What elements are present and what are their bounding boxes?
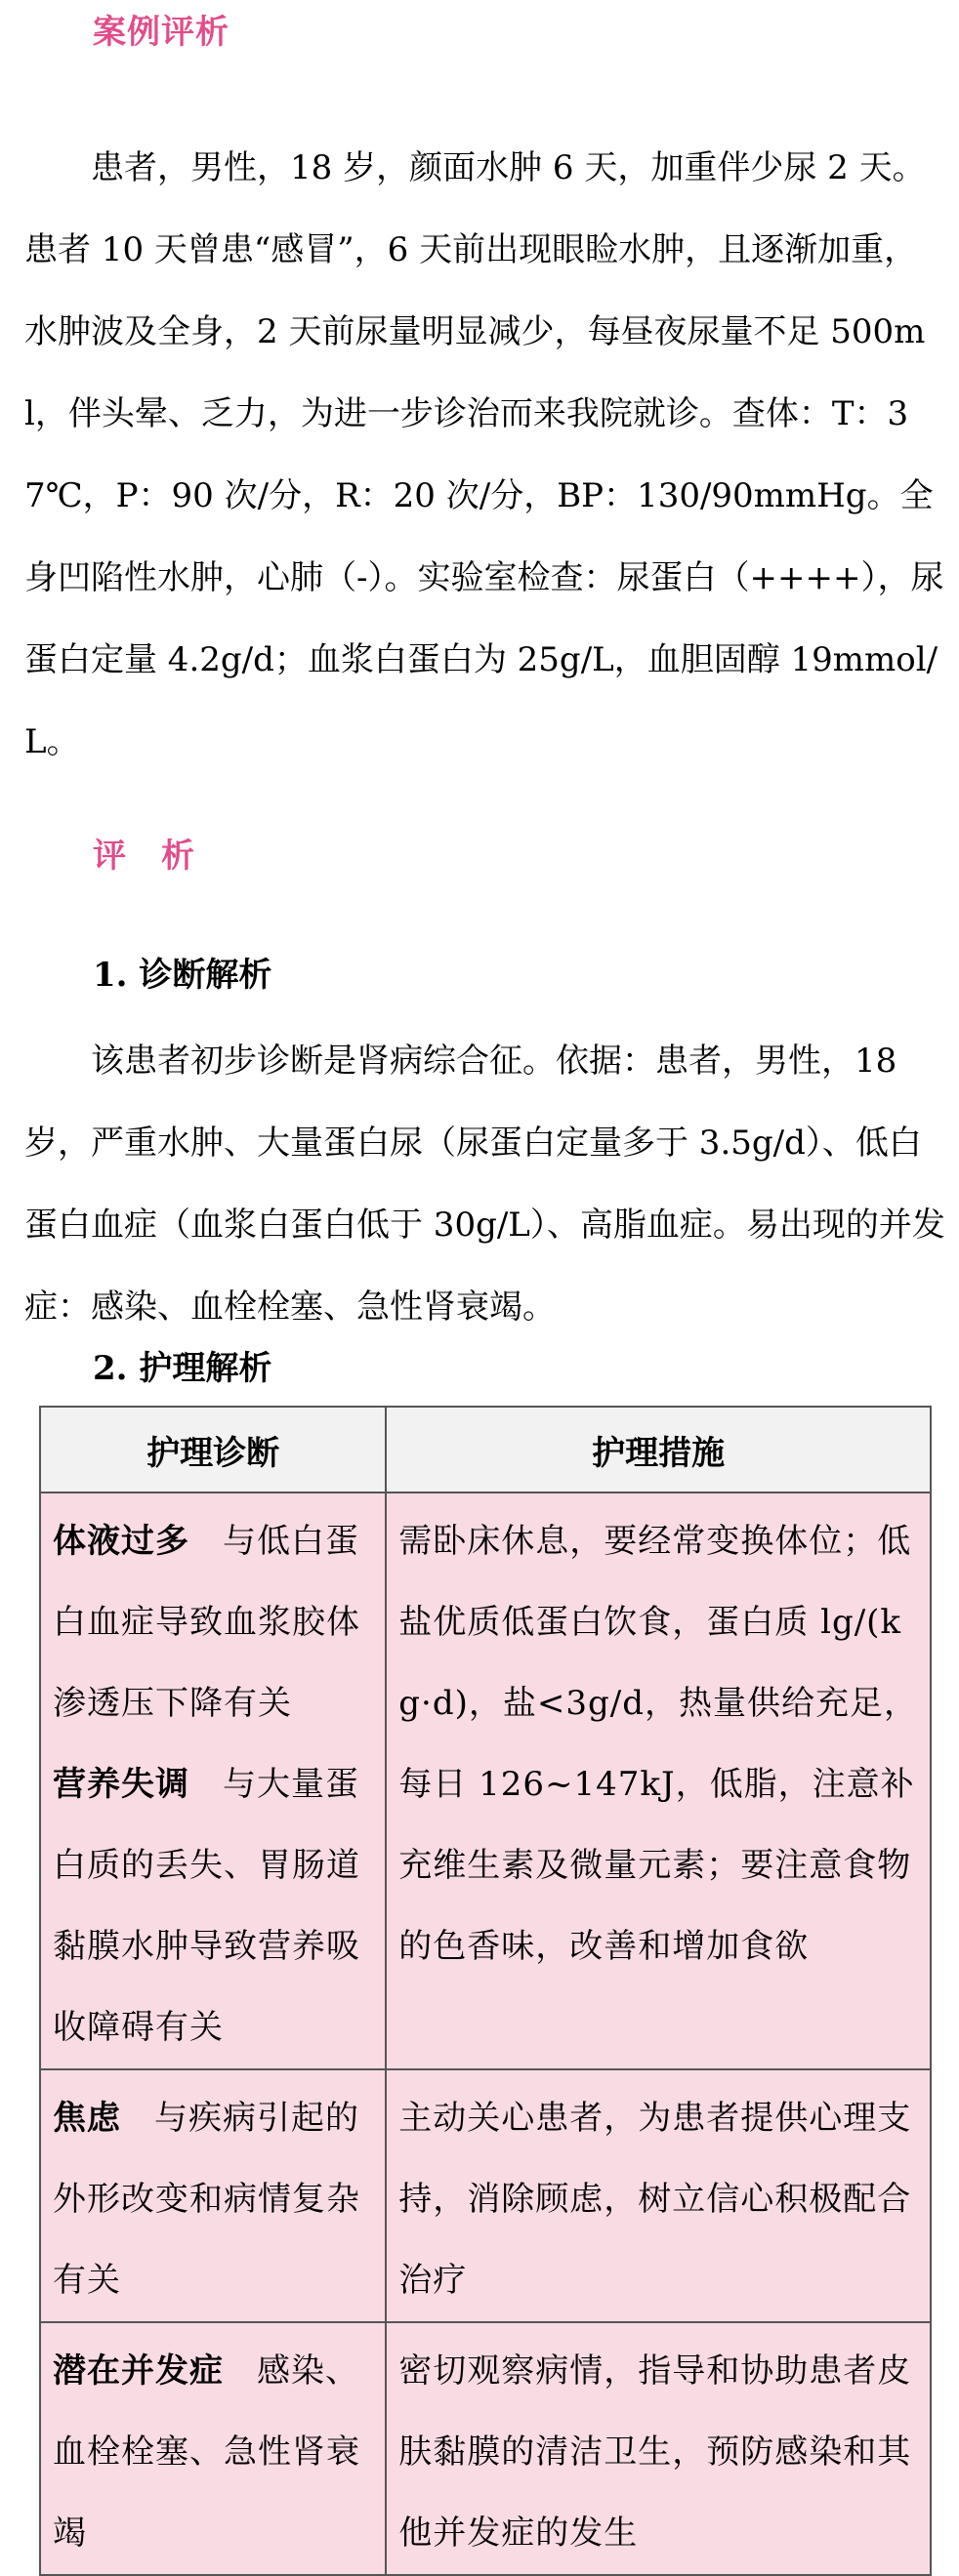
table-header-row <box>40 1407 931 1492</box>
diagnosis-desc: 与大量蛋白质的丢失、胃肠道黏膜水肿导致营养吸收障碍有关 <box>53 1765 360 2047</box>
diagnosis-item <box>53 1501 373 1744</box>
diagnosis-desc: 与低白蛋白血症导致血浆胶体渗透压下降有关 <box>53 1522 360 1723</box>
diagnosis-cell <box>40 2069 386 2322</box>
case-description <box>24 127 947 783</box>
header-nursing-diagnosis: 护理诊断 <box>40 1407 386 1492</box>
diagnosis-desc: 感染、血栓栓塞、急性肾衰竭 <box>53 2351 360 2553</box>
diagnosis-cell <box>40 2322 386 2575</box>
diagnosis-item <box>53 1744 373 2068</box>
measures-cell: 需卧床休息，要经常变换体位；低盐优质低蛋白饮食，蛋白质 lg/(kg·d)，盐<3g/d，热量供给充足，每日 126~147kJ，低脂，注意补充维生素及微量元素；要注意食物的色香味，改善和增加食欲 <box>386 1492 931 2069</box>
diagnosis-name: 潜在并发症 <box>53 2351 224 2391</box>
table-row <box>40 2069 931 2322</box>
diagnosis-cell <box>40 1492 386 2069</box>
table-row <box>40 1492 931 2069</box>
measures-cell: 主动关心患者，为患者提供心理支持，消除顾虑，树立信心积极配合治疗 <box>386 2069 931 2322</box>
measures-cell: 密切观察病情，指导和协助患者皮肤黏膜的清洁卫生，预防感染和其他并发症的发生 <box>386 2322 931 2575</box>
case-section-title: 案例评析 <box>93 13 229 52</box>
analysis-section-title: 评 析 <box>93 837 195 876</box>
diagnosis-name: 焦虑 <box>53 2099 121 2138</box>
nursing-heading: 2. 护理解析 <box>93 1349 272 1388</box>
diagnosis-desc: 与疾病引起的外形改变和病情复杂有关 <box>53 2099 360 2300</box>
nursing-table <box>39 1406 932 2576</box>
header-nursing-measures: 护理措施 <box>386 1407 931 1492</box>
diagnosis-name: 体液过多 <box>53 1522 189 1561</box>
diagnosis-item <box>53 2331 373 2574</box>
diagnosis-heading: 1. 诊断解析 <box>93 956 272 995</box>
diagnosis-analysis <box>24 1020 947 1348</box>
case-paragraph: 患者，男性，18 岁，颜面水肿 6 天，加重伴少尿 2 天。患者 10 天曾患“感冒”，6 天前出现眼睑水肿，且逐渐加重，水肿波及全身，2 天前尿量明显减少，每昼夜尿量不足 500ml，伴头晕、乏力，为进一步诊治而来我院就诊。查体：T：37℃，P：90 次/分，R：20 次/分，BP：130/90mmHg。全身凹陷性水肿，心肺（-）。实验室检查：尿蛋白（++++），尿蛋白定量 4.2g/d；血浆白蛋白为 25g/L，血胆固醇 19mmol/L。 <box>24 148 944 761</box>
diagnosis-item <box>53 2078 373 2321</box>
diagnosis-name: 营养失调 <box>53 1765 189 1804</box>
table-row <box>40 2322 931 2575</box>
diagnosis-paragraph: 该患者初步诊断是肾病综合征。依据：患者，男性，18 岁，严重水肿、大量蛋白尿（尿蛋白定量多于 3.5g/d）、低白蛋白血症（血浆白蛋白低于 30g/L）、高脂血症。易出现的并发症：感染、血栓栓塞、急性肾衰竭。 <box>24 1042 945 1327</box>
